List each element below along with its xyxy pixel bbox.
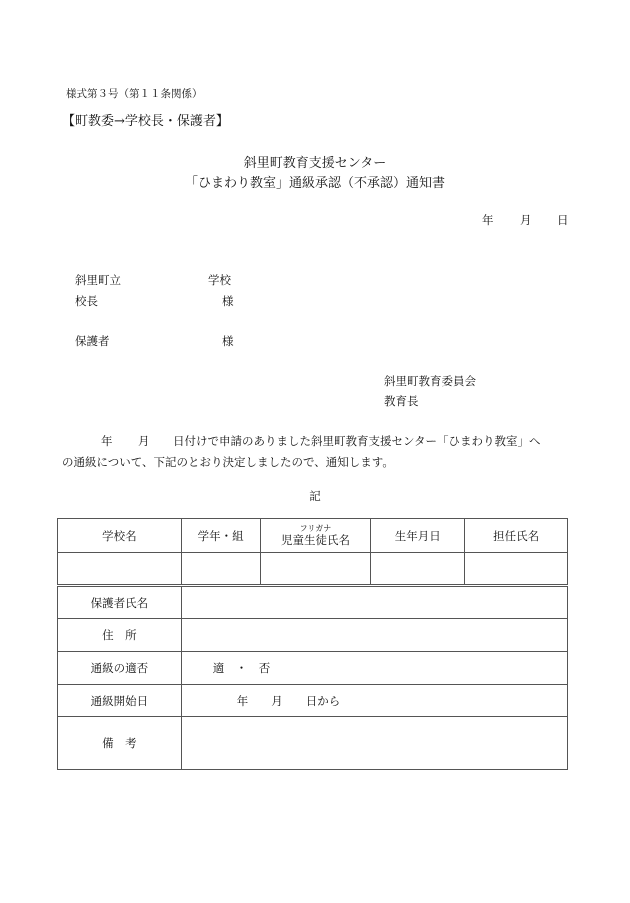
document-title-line1: 斜里町教育支援センター xyxy=(243,156,387,171)
recipient-guardian: 保護者 xyxy=(75,334,110,348)
recipient-school-suffix: 学校 xyxy=(208,273,231,287)
recipient-principal: 校長 xyxy=(75,294,98,308)
label-address: 住 所 xyxy=(58,619,182,652)
body-line2: の通級について、下記のとおり決定しましたので、通知します。 xyxy=(62,455,394,469)
cell-address[interactable] xyxy=(181,619,567,652)
cell-student-name[interactable] xyxy=(260,553,371,585)
cell-grade-class[interactable] xyxy=(181,553,260,585)
furigana-label: フリガナ xyxy=(299,524,332,533)
body-year: 年 xyxy=(101,434,113,448)
student-name-label: 児童生徒氏名 xyxy=(280,533,350,547)
body-month: 月 xyxy=(138,434,150,448)
details-table xyxy=(57,586,568,770)
header-school-name: 学校名 xyxy=(58,519,182,553)
date-year: 年 xyxy=(482,213,494,227)
form-number: 様式第３号（第１１条関係） xyxy=(66,88,203,100)
date-day: 日 xyxy=(557,213,569,227)
header-student-name xyxy=(260,519,371,553)
date-month: 月 xyxy=(520,213,532,227)
header-birthdate: 生年月日 xyxy=(371,519,465,553)
cell-suitability[interactable]: 適 ・ 否 xyxy=(181,652,567,685)
cell-remarks[interactable] xyxy=(181,717,567,770)
route-label: 【町教委→学校長・保護者】 xyxy=(62,114,229,129)
label-suitability: 通級の適否 xyxy=(58,652,182,685)
recipient-guardian-honorific: 様 xyxy=(222,334,234,348)
cell-birthdate[interactable] xyxy=(371,553,465,585)
sender-board: 斜里町教育委員会 xyxy=(384,374,476,388)
label-start-date: 通級開始日 xyxy=(58,685,182,717)
cell-school-name[interactable] xyxy=(58,553,182,585)
recipient-principal-honorific: 様 xyxy=(222,294,234,308)
cell-teacher-name[interactable] xyxy=(465,553,568,585)
recipient-town: 斜里町立 xyxy=(75,273,121,287)
header-grade-class: 学年・組 xyxy=(181,519,260,553)
label-remarks: 備 考 xyxy=(58,717,182,770)
header-teacher-name: 担任氏名 xyxy=(465,519,568,553)
body-line1: 日付けで申請のありました斜里町教育支援センター「ひまわり教室」へ xyxy=(173,434,541,448)
ki-heading: 記 xyxy=(309,489,321,503)
sender-superintendent: 教育長 xyxy=(384,394,419,408)
cell-guardian-name[interactable] xyxy=(181,587,567,619)
student-table xyxy=(57,518,568,585)
label-guardian-name: 保護者氏名 xyxy=(58,587,182,619)
document-title-line2: 「ひまわり教室」通級承認（不承認）通知書 xyxy=(184,176,445,191)
cell-start-date[interactable]: 年 月 日から xyxy=(181,685,567,717)
